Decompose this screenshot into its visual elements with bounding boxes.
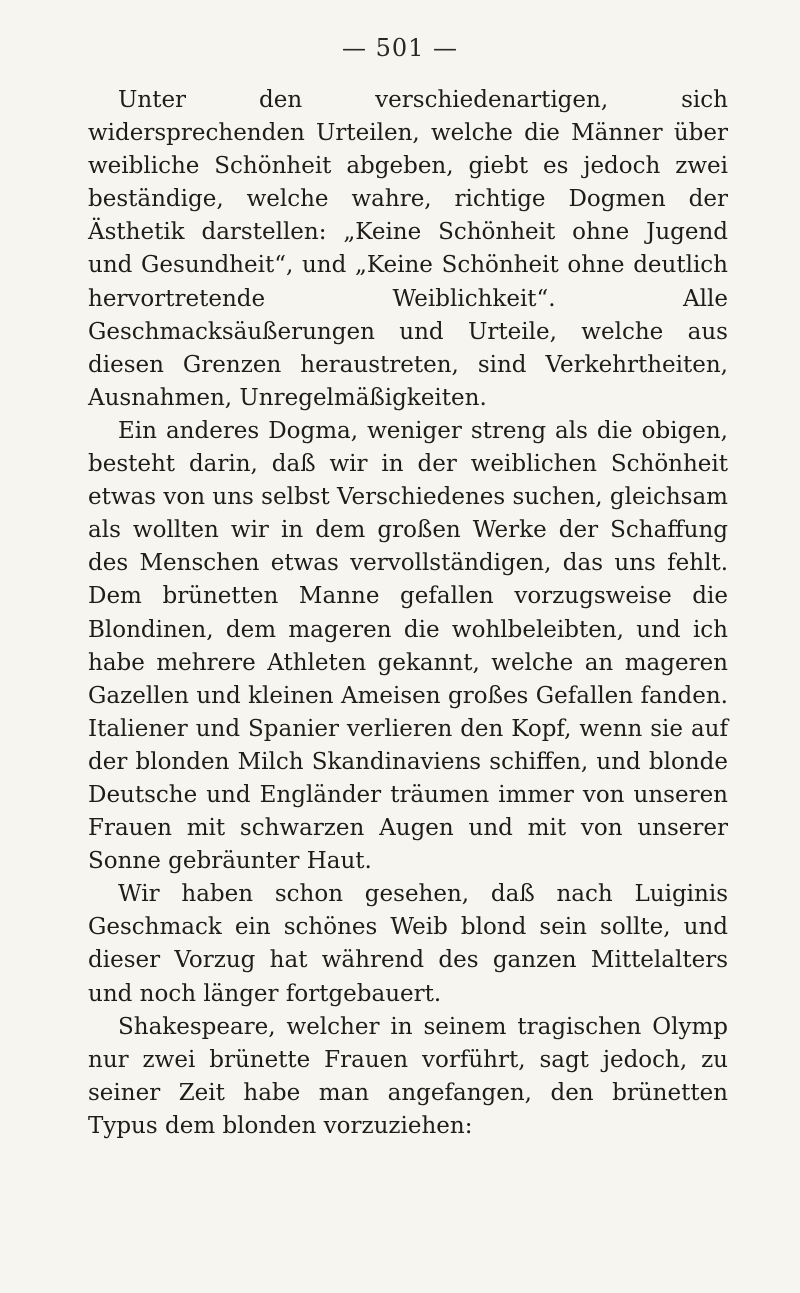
- paragraph-4: Shakespeare, welcher in seinem tragischen Olymp nur zwei brünette Frauen vorführt, sagt jedoch, zu seiner Zeit habe man angefangen, den brünetten Typus dem blonden vorzuziehen:: [88, 1013, 728, 1139]
- paragraph-1: Unter den verschiedenartigen, sich widersprechenden Urteilen, welche die Männer über weibliche Schönheit abgeben, giebt es jedoch zwei beständige, welche wahre, richtige Dogmen der Ästhetik darstellen: „Keine Schönheit ohne Jugend und Gesundheit“, und „Keine Schönheit ohne deutlich hervortretende Weiblichkeit“. Alle Geschmacksäußerungen und Urteile, welche aus diesen Grenzen heraustreten, sind Verkehrtheiten, Ausnahmen, Unregelmäßigkeiten.: [88, 87, 728, 411]
- page-number-header: — 501 —: [341, 34, 459, 62]
- paragraph-2: Ein anderes Dogma, weniger streng als die obigen, besteht darin, daß wir in der weiblichen Schönheit etwas von uns selbst Verschiedenes suchen, gleichsam als wollten wir in dem großen Werke der Schaffung des Menschen etwas vervollständigen, das uns fehlt. Dem brünetten Manne gefallen vorzugsweise die Blondinen, dem mageren die wohlbeleibten, und ich habe mehrere Athleten gekannt, welche an mageren Gazellen und kleinen Ameisen großes Gefallen fanden. Italiener und Spanier verlieren den Kopf, wenn sie auf der blonden Milch Skandinaviens schiffen, und blonde Deutsche und Engländer träumen immer von unseren Frauen mit schwarzen Augen und mit von unserer Sonne gebräunter Haut.: [88, 417, 728, 875]
- body-text: [88, 84, 728, 1143]
- paragraph-3: Wir haben schon gesehen, daß nach Luiginis Geschmack ein schönes Weib blond sein sollte, und dieser Vorzug hat während des ganzen Mittelalters und noch länger fortgebauert.: [88, 881, 728, 1007]
